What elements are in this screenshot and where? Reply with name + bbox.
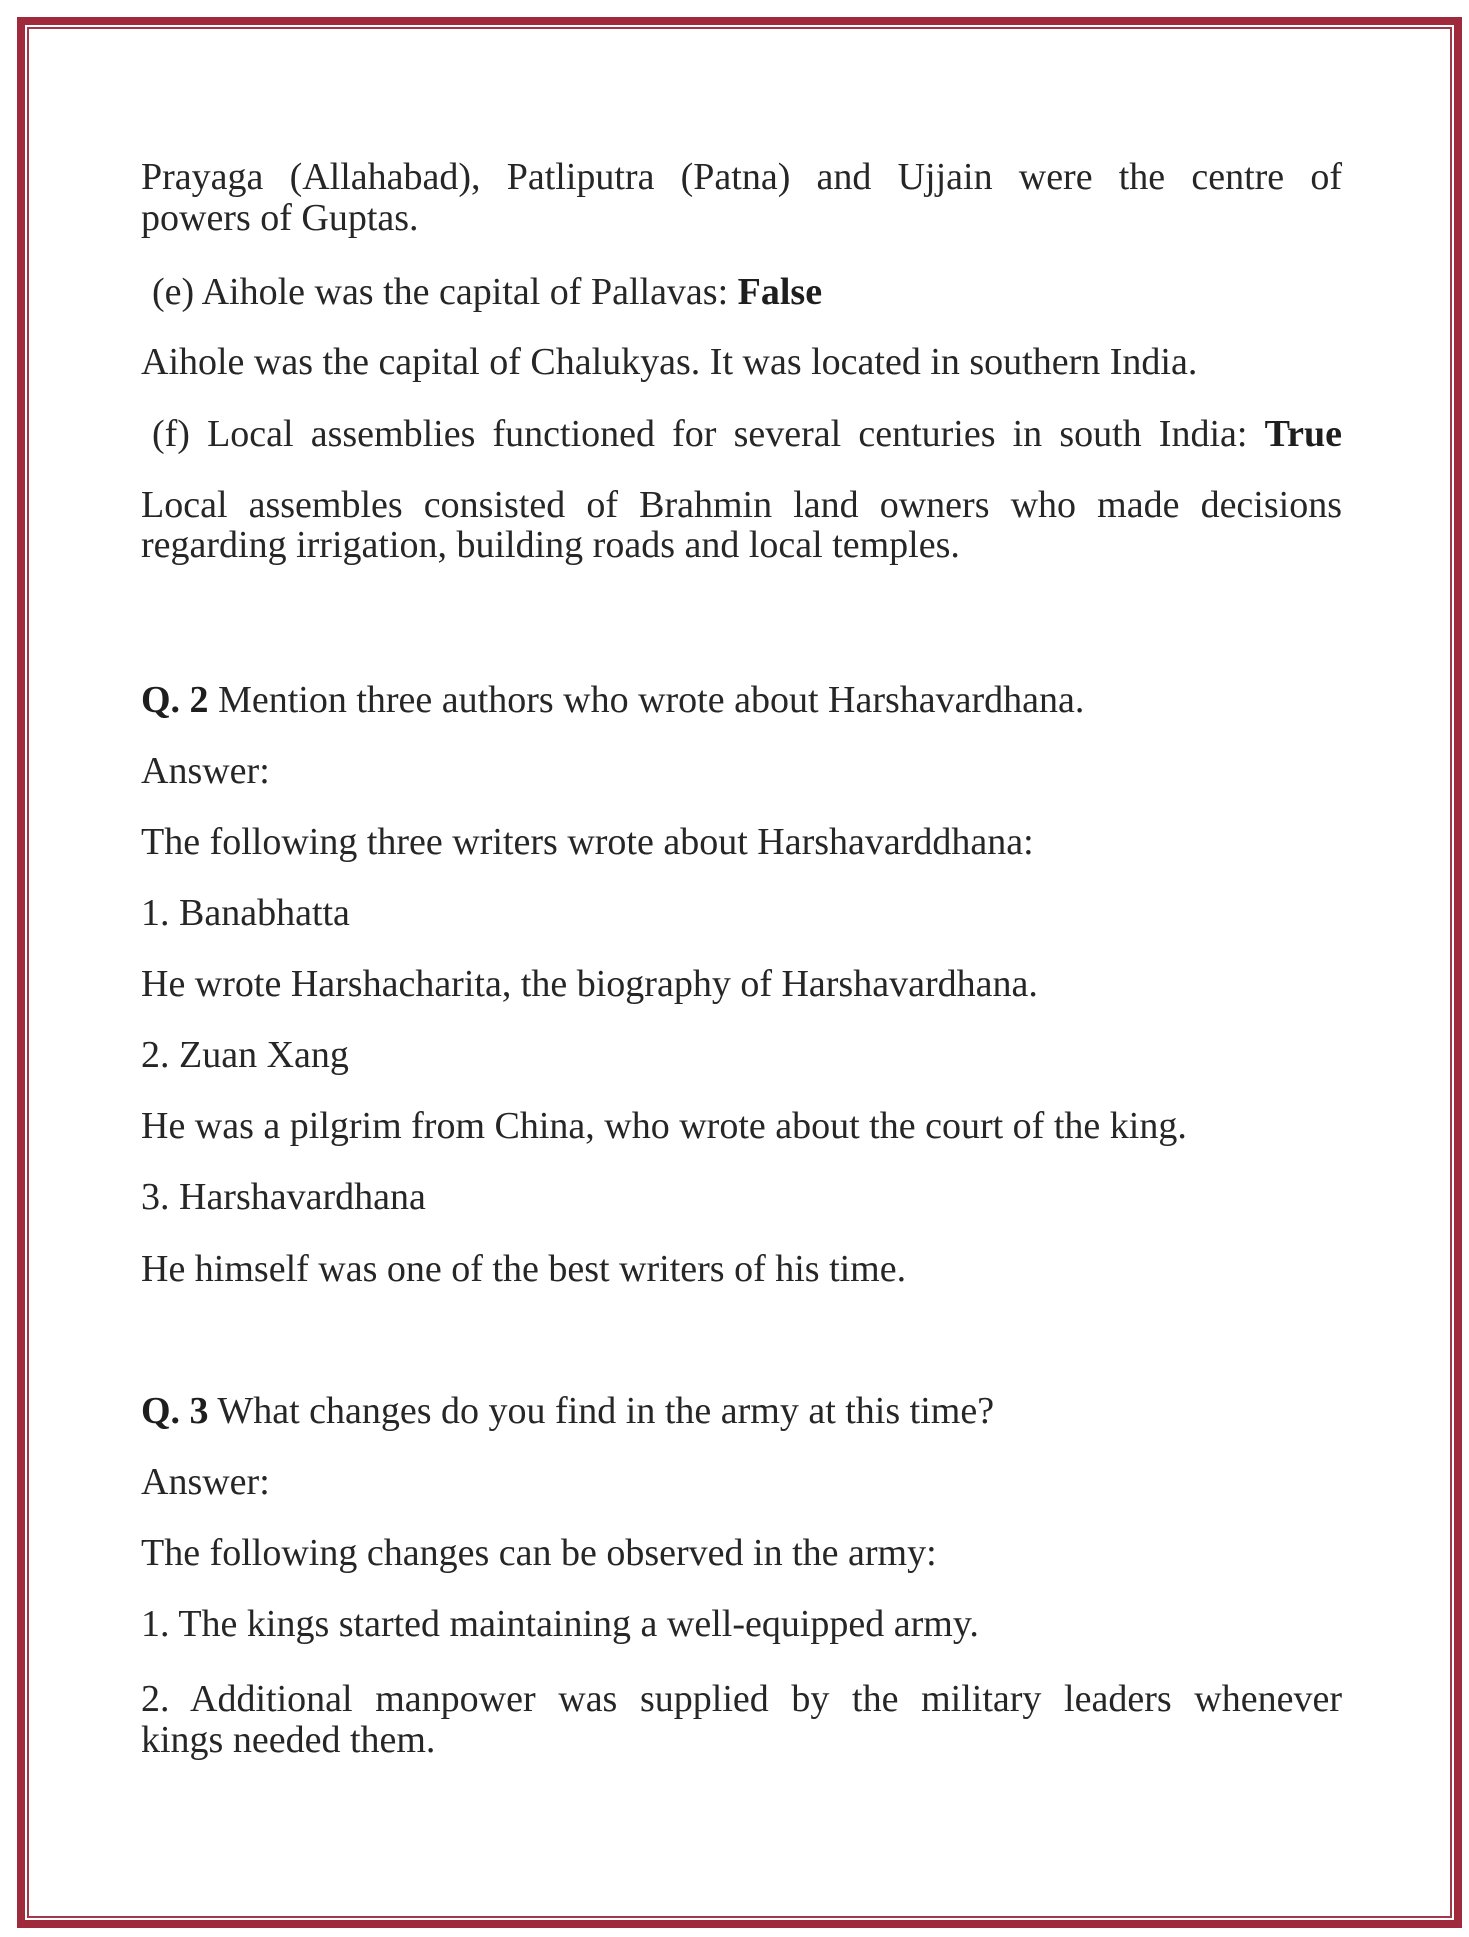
statement-e-text: (e) Aihole was the capital of Pallavas:	[152, 271, 738, 313]
statement-e	[152, 273, 1342, 311]
statement-e-verdict: False	[737, 271, 823, 313]
q2-item-1-detail: He wrote Harshacharita, the biography of Harshavardhana.	[141, 963, 1038, 1005]
q2-item-2-title: 2. Zuan Xang	[141, 1034, 349, 1076]
q2-answer-label: Answer:	[141, 750, 270, 792]
q2-item-1-title: 1. Banabhatta	[141, 892, 350, 934]
q3-intro: The following changes can be observed in the army:	[141, 1532, 937, 1574]
q2-item-3-detail: He himself was one of the best writers of his time.	[141, 1248, 907, 1290]
q2-item-2-detail: He was a pilgrim from China, who wrote about the court of the king.	[141, 1105, 1187, 1147]
q2-item-3-title: 3. Harshavardhana	[141, 1176, 426, 1218]
q3-question	[141, 1392, 1342, 1430]
intro-line-2: powers of Guptas.	[141, 197, 419, 239]
q2-label: Q. 2	[141, 679, 209, 721]
explanation-f-line-1: Local assembles consisted of Brahmin land owners who made decisions	[141, 484, 1342, 526]
q3-answer-label: Answer:	[141, 1461, 270, 1503]
statement-f-text: (f) Local assemblies functioned for several centuries in south India:	[152, 413, 1265, 455]
intro-line-1: Prayaga (Allahabad), Patliputra (Patna) and Ujjain were the centre of	[141, 156, 1342, 198]
q3-label: Q. 3	[141, 1390, 209, 1432]
statement-f	[152, 415, 1342, 453]
q2-intro: The following three writers wrote about Harshavarddhana:	[141, 821, 1034, 863]
explanation-f-line-2: regarding irrigation, building roads and local temples.	[141, 524, 960, 566]
q3-point-1: 1. The kings started maintaining a well-equipped army.	[141, 1603, 979, 1645]
q3-point-2-line-1: 2. Additional manpower was supplied by the military leaders whenever	[141, 1678, 1342, 1720]
q2-question	[141, 681, 1342, 719]
q3-question-text: What changes do you find in the army at this time?	[208, 1390, 995, 1432]
explanation-e: Aihole was the capital of Chalukyas. It was located in southern India.	[141, 341, 1198, 383]
statement-f-verdict: True	[1264, 413, 1342, 455]
q3-point-2-line-2: kings needed them.	[141, 1719, 436, 1761]
q2-question-text: Mention three authors who wrote about Harshavardhana.	[208, 679, 1085, 721]
